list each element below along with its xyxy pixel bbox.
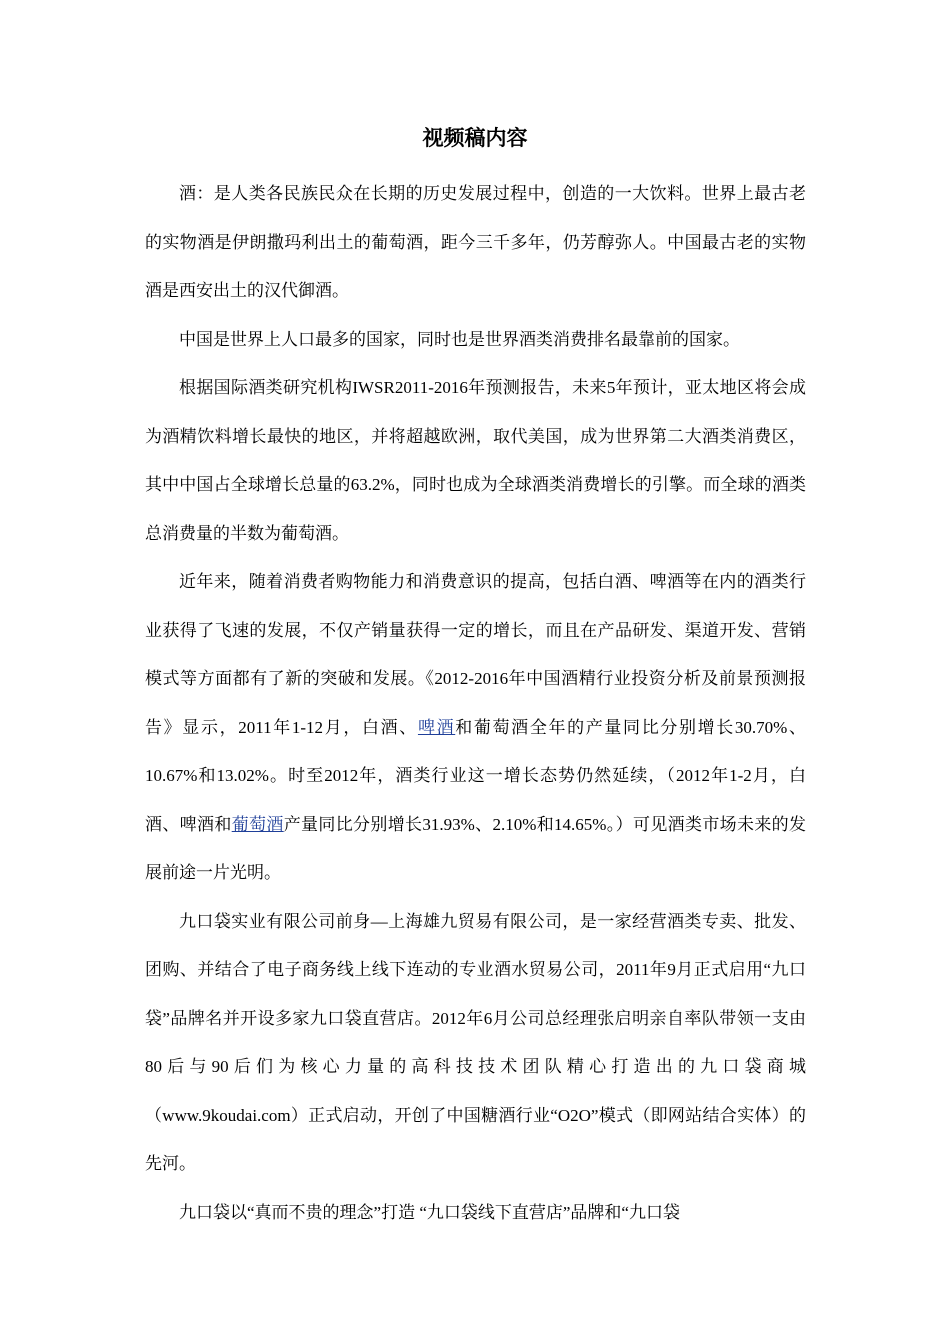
paragraph-3: 根据国际酒类研究机构IWSR2011-2016年预测报告，未来5年预计，亚太地区将会成为酒精饮料增长最快的地区，并将超越欧洲，取代美国，成为世界第二大酒类消费区，其中中国占全球增长总量的63.2%，同时也成为全球酒类消费增长的引擎。而全球的酒类总消费量的半数为葡萄酒。 [145, 378, 806, 543]
document-body [145, 170, 806, 1237]
paragraph-4-text-1: 近年来，随着消费者购物能力和消费意识的提高，包括白酒、啤酒等在内的酒类行业获得了飞速的发展，不仅产销量获得一定的增长，而且在产品研发、渠道开发、营销模式等方面都有了新的突破和发展。《2012-2016年中国酒精行业投资分析及前景预测报告》显示，2011年1-12月，白酒、 [145, 572, 806, 737]
paragraph-1: 酒：是人类各民族民众在长期的历史发展过程中，创造的一大饮料。世界上最古老的实物酒是伊朗撒玛利出土的葡萄酒，距今三千多年，仍芳醇弥人。中国最古老的实物酒是西安出土的汉代御酒。 [145, 184, 806, 300]
paragraph-4-text-2: 和葡萄酒全年的产量同比分别增长30.70%、10.67%和13.02%。时至2012年，酒类行业这一增长态势仍然延续，（2012年1-2月，白酒、啤酒和 [145, 717, 806, 834]
wine-link[interactable]: 葡萄酒 [231, 814, 284, 834]
paragraph-4-text-3: 产量同比分别增长31.93%、2.10%和14.65%。）可见酒类市场未来的发展前途一片光明。 [145, 814, 807, 882]
paragraph-5: 九口袋实业有限公司前身—上海雄九贸易有限公司，是一家经营酒类专卖、批发、团购、并结合了电子商务线上线下连动的专业酒水贸易公司，2011年9月正式启用“九口袋”品牌名并开设多家九口袋直营店。2012年6月公司总经理张启明亲自率队带领一支由80后与90后们为核心力量的高科技技术团队精心打造出的九口袋商城（www.9koudai.com）正式启动，开创了中国糖酒行业“O2O”模式（即网站结合实体）的先河。 [145, 911, 806, 1173]
document-title: 视频稿内容 [422, 125, 528, 150]
paragraph-4 [145, 558, 806, 898]
paragraph-2: 中国是世界上人口最多的国家，同时也是世界酒类消费排名最靠前的国家。 [179, 329, 740, 349]
paragraph-6: 九口袋以“真而不贵的理念”打造 “九口袋线下直营店”品牌和“九口袋 [179, 1202, 680, 1222]
beer-link[interactable]: 啤酒 [417, 717, 456, 737]
